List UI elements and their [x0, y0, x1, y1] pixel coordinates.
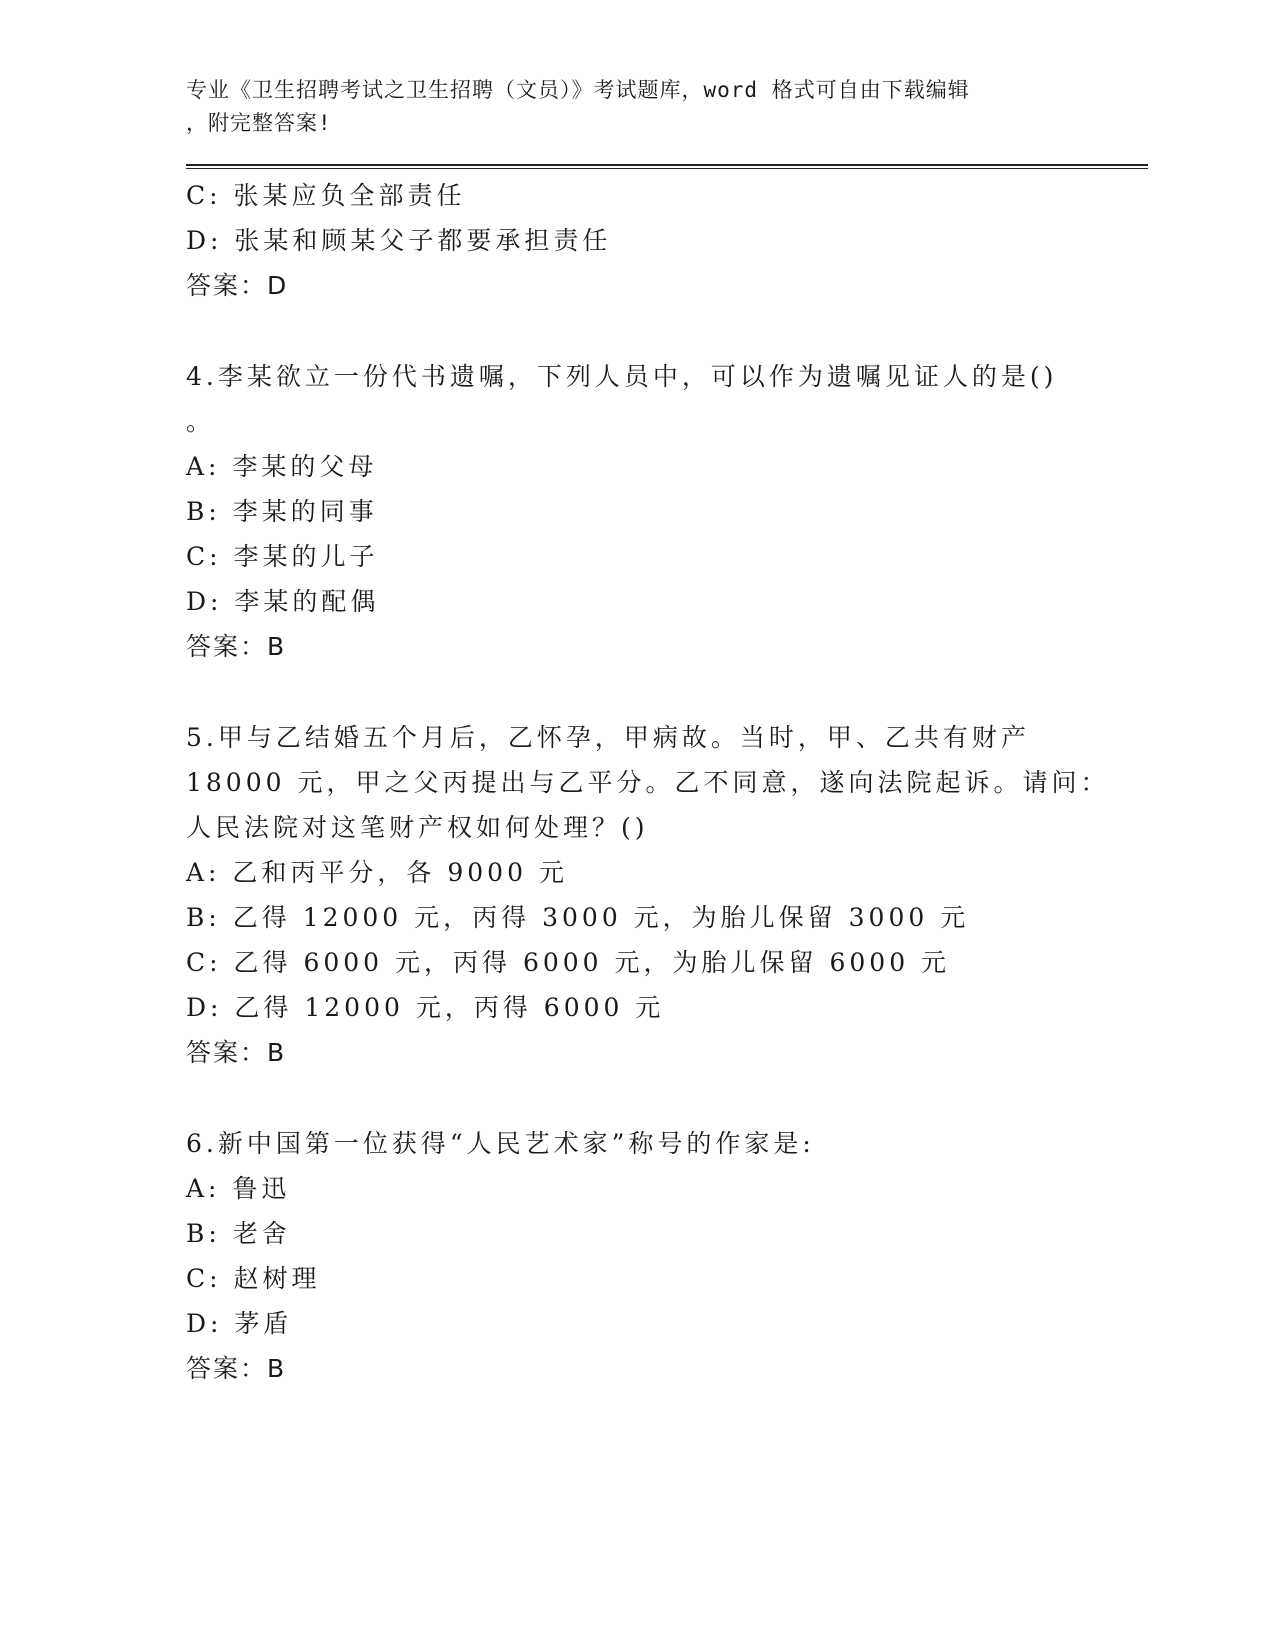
question-6 [186, 1121, 1148, 1391]
question-stem: 5.甲与乙结婚五个月后，乙怀孕，甲病故。当时，甲、乙共有财产 [186, 723, 1030, 752]
option-d: D: 茅盾 [186, 1309, 293, 1338]
spacer [186, 308, 1148, 354]
question-5 [186, 715, 1148, 1075]
spacer [186, 1075, 1148, 1121]
question-stem-continued: 人民法院对这笔财产权如何处理？() [186, 813, 649, 842]
option-b: B: 乙得 12000 元，丙得 3000 元，为胎儿保留 3000 元 [186, 903, 970, 932]
answer-line: 答案：D [186, 271, 289, 300]
answer-line: 答案：B [186, 1354, 287, 1383]
answer-line: 答案：B [186, 632, 287, 661]
option-d: D: 乙得 12000 元，丙得 6000 元 [186, 993, 665, 1022]
question-4 [186, 354, 1148, 669]
option-b: B: 老舍 [186, 1219, 291, 1248]
option-a: A: 乙和丙平分，各 9000 元 [186, 858, 568, 887]
option-a: A: 鲁迅 [186, 1174, 291, 1203]
header-title-line-2: ，附完整答案! [186, 111, 332, 135]
question-stem-continued: 。 [186, 407, 216, 436]
option-b: B: 李某的同事 [186, 497, 378, 526]
spacer [186, 669, 1148, 715]
option-d: D: 张某和顾某父子都要承担责任 [186, 226, 612, 255]
question-stem-continued: 18000 元，甲之父丙提出与乙平分。乙不同意，遂向法院起诉。请问： [186, 768, 1110, 797]
option-d: D: 李某的配偶 [186, 587, 380, 616]
answer-line: 答案：B [186, 1038, 287, 1067]
question-stem: 6.新中国第一位获得“人民艺术家”称号的作家是: [186, 1129, 815, 1158]
option-c: C: 张某应负全部责任 [186, 181, 466, 210]
option-c: C: 李某的儿子 [186, 542, 379, 571]
option-c: C: 赵树理 [186, 1264, 321, 1293]
question-3-continued [186, 173, 1148, 308]
question-stem: 4.李某欲立一份代书遗嘱，下列人员中，可以作为遗嘱见证人的是() [186, 362, 1058, 391]
header-divider [186, 164, 1148, 169]
document-page [186, 74, 1148, 1391]
option-a: A: 李某的父母 [186, 452, 378, 481]
document-header [186, 74, 1148, 140]
header-title-line-1: 专业《卫生招聘考试之卫生招聘（文员）》考试题库，word 格式可自由下载编辑 [186, 78, 970, 102]
option-c: C: 乙得 6000 元，丙得 6000 元，为胎儿保留 6000 元 [186, 948, 951, 977]
